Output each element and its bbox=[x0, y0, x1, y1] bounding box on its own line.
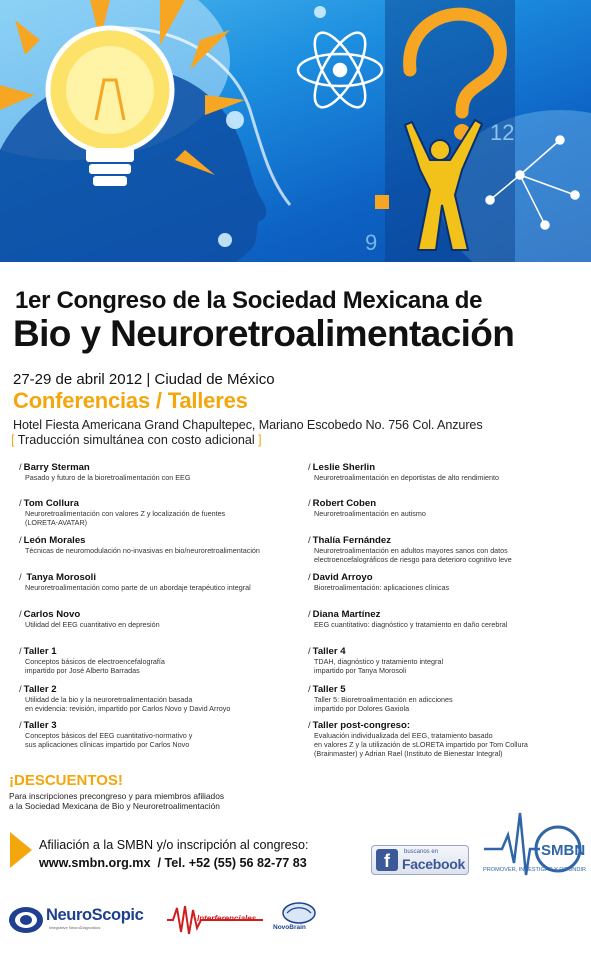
workshop-item: / Taller 5 Taller 5: Bioretroalimentación en adicciones impartido por Dolores Gaxiola bbox=[308, 684, 591, 713]
banner-artwork bbox=[0, 0, 591, 262]
speaker-name: Tanya Morosoli bbox=[23, 572, 96, 583]
neuroscopic-name: NeuroScopic bbox=[46, 906, 144, 924]
facebook-button[interactable] bbox=[371, 845, 469, 875]
workshop-name: Taller post-congreso: bbox=[312, 720, 411, 731]
speaker-item: / Tanya Morosoli Neuroretroalimentación como parte de un abordaje terapéutico integral bbox=[19, 572, 309, 592]
event-dates: 27-29 de abril 2012 | Ciudad de México bbox=[13, 371, 275, 388]
workshop-item: / Taller 1 Conceptos básicos de electroencefalografía impartido por José Alberto Barradas bbox=[19, 646, 309, 675]
workshop-topic: Conceptos básicos del EEG cuantitativo-normativo y sus aplicaciones clínicas impartido por Carlos Novo bbox=[25, 731, 193, 749]
speaker-item: / Robert Coben Neuroretroalimentación en autismo bbox=[308, 498, 591, 518]
contact-line bbox=[39, 856, 307, 870]
congress-title-line1: 1er Congreso de la Sociedad Mexicana de bbox=[15, 287, 483, 314]
speaker-item: / Tom Collura Neuroretroalimentación con valores Z y localización de fuentes (LORETA-AVATAR) bbox=[19, 498, 309, 527]
bracket-close: ] bbox=[254, 433, 262, 447]
discounts-title: ¡DESCUENTOS! bbox=[9, 772, 123, 789]
event-headline: Conferencias / Talleres bbox=[13, 388, 248, 413]
workshop-topic: Evaluación individualizada del EEG, tratamiento basado en valores Z y la utilización de sLORETA impartido por Tom Collura (Brainmaster) y Adrian Rael (Instituto de Bienestar Integral) bbox=[314, 731, 528, 758]
workshop-name: Taller 5 bbox=[312, 684, 346, 695]
speaker-name: León Morales bbox=[23, 535, 86, 546]
discounts-text: Para inscripciones precongreso y para miembros afiliados a la Sociedad Mexicana de Bio y Neuroretroalimentación bbox=[9, 791, 225, 811]
speaker-item: / Leslie Sherlin Neuroretroalimentación en deportistas de alto rendimiento bbox=[308, 462, 591, 482]
banner-number-9: 9 bbox=[365, 230, 378, 255]
neuroscopic-logo-icon bbox=[8, 905, 44, 935]
banner-illustration bbox=[0, 0, 591, 262]
speaker-topic: Neuroretroalimentación como parte de un abordaje terapéutico integral bbox=[25, 583, 251, 592]
speaker-name: Leslie Sherlin bbox=[312, 462, 376, 473]
workshop-topic: Conceptos básicos de electroencefalografía impartido por José Alberto Barradas bbox=[25, 657, 165, 675]
speaker-topic: Neuroretroalimentación en deportistas de alto rendimiento bbox=[314, 473, 499, 482]
novobrain-logo-icon bbox=[279, 902, 319, 924]
smbn-pulse-line bbox=[484, 813, 540, 875]
smbn-name: SMBN bbox=[541, 842, 586, 859]
speaker-name: Barry Sterman bbox=[23, 462, 90, 473]
speaker-item: / David Arroyo Bioretroalimentación: aplicaciones clínicas bbox=[308, 572, 591, 592]
speaker-name: Thalía Fernández bbox=[312, 535, 392, 546]
smbn-tagline: PROMOVER, INVESTIGAR Y DIFUNDIR bbox=[483, 867, 586, 873]
speaker-topic: Neuroretroalimentación en autismo bbox=[314, 509, 426, 518]
facebook-icon: f bbox=[376, 849, 398, 871]
speaker-item: / Carlos Novo Utilidad del EEG cuantitativo en depresión bbox=[19, 609, 309, 629]
speaker-topic: Técnicas de neuromodulación no-invasivas en bio/neuroretroalimentación bbox=[25, 546, 260, 555]
speaker-item: / León Morales Técnicas de neuromodulación no-invasivas en bio/neuroretroalimentación bbox=[19, 535, 309, 555]
smbn-logo-icon bbox=[480, 805, 590, 885]
neuroscopic-subtitle: Integrative NeuroDiagnostics bbox=[49, 925, 101, 930]
event-venue: Hotel Fiesta Americana Grand Chapultepec, Mariano Escobedo No. 756 Col. Anzures bbox=[13, 418, 483, 432]
speaker-topic: Pasado y futuro de la bioretroalimentación con EEG bbox=[25, 473, 191, 482]
speaker-topic: Neuroretroalimentación en adultos mayores sanos con datos electroencefalográficos de riesgo para deterioro cognitivo leve bbox=[314, 546, 512, 564]
sponsor-interferenciales bbox=[165, 902, 275, 938]
workshop-item: / Taller post-congreso: Evaluación individualizada del EEG, tratamiento basado en valores Z y la utilización de sLORETA impartido por Tom Collura (Brainmaster) y Adrian Rael (Instituto de Bienestar Integral) bbox=[308, 720, 591, 758]
phone-number: / Tel. +52 (55) 56 82-77 83 bbox=[157, 856, 307, 870]
bracket-open: [ bbox=[11, 433, 18, 447]
speaker-topic: Neuroretroalimentación con valores Z y localización de fuentes (LORETA-AVATAR) bbox=[25, 509, 226, 527]
sponsor-novobrain bbox=[273, 902, 323, 938]
workshop-topic: Taller 5: Bioretroalimentación en adicciones impartido por Dolores Gaxiola bbox=[314, 695, 453, 713]
congress-title-line2: Bio y Neuroretroalimentación bbox=[13, 313, 515, 354]
workshop-item: / Taller 4 TDAH, diagnóstico y tratamiento integral impartido por Tanya Morosoli bbox=[308, 646, 591, 675]
speaker-name: Diana Martínez bbox=[312, 609, 381, 620]
arrow-right-icon bbox=[10, 832, 32, 868]
affiliation-text: Afiliación a la SMBN y/o inscripción al congreso: bbox=[39, 838, 309, 852]
translation-note bbox=[11, 433, 262, 447]
speaker-name: David Arroyo bbox=[312, 572, 373, 583]
workshop-name: Taller 4 bbox=[312, 646, 346, 657]
workshop-name: Taller 3 bbox=[23, 720, 57, 731]
translation-text: Traducción simultánea con costo adicional bbox=[17, 433, 255, 447]
speaker-item: / Barry Sterman Pasado y futuro de la bioretroalimentación con EEG bbox=[19, 462, 309, 482]
website-link[interactable]: www.smbn.org.mx bbox=[39, 856, 151, 870]
facebook-small-label: buscanos en bbox=[404, 849, 439, 855]
workshop-item: / Taller 3 Conceptos básicos del EEG cuantitativo-normativo y sus aplicaciones clínicas impartido por Carlos Novo bbox=[19, 720, 309, 749]
speaker-item: / Thalía Fernández Neuroretroalimentación en adultos mayores sanos con datos electroencefalográficos de riesgo para deterioro cognitivo leve bbox=[308, 535, 591, 564]
speaker-topic: Bioretroalimentación: aplicaciones clínicas bbox=[314, 583, 450, 592]
workshop-item: / Taller 2 Utilidad de la bio y la neuroretroalimentación basada en evidencia: revisión, impartido por Carlos Novo y David Arroyo bbox=[19, 684, 309, 713]
workshop-topic: TDAH, diagnóstico y tratamiento integral impartido por Tanya Morosoli bbox=[314, 657, 444, 675]
interferenciales-name: Interferenciales bbox=[197, 914, 257, 923]
speaker-name: Tom Collura bbox=[23, 498, 79, 509]
speaker-name: Robert Coben bbox=[312, 498, 377, 509]
novobrain-name: NovoBrain bbox=[273, 924, 306, 931]
workshop-topic: Utilidad de la bio y la neuroretroalimentación basada en evidencia: revisión, impartido por Carlos Novo y David Arroyo bbox=[25, 695, 231, 713]
sponsor-neuroscopic bbox=[8, 902, 158, 938]
banner-number-12: 12 bbox=[490, 120, 515, 145]
facebook-label: Facebook bbox=[402, 856, 465, 872]
speaker-topic: Utilidad del EEG cuantitativo en depresión bbox=[25, 620, 160, 629]
speaker-item: / Diana Martínez EEG cuantitativo: diagnóstico y tratamiento en daño cerebral bbox=[308, 609, 591, 629]
workshop-name: Taller 2 bbox=[23, 684, 57, 695]
atom-icon bbox=[298, 26, 382, 115]
workshop-name: Taller 1 bbox=[23, 646, 57, 657]
speaker-name: Carlos Novo bbox=[23, 609, 81, 620]
speaker-topic: EEG cuantitativo: diagnóstico y tratamiento en daño cerebral bbox=[314, 620, 508, 629]
